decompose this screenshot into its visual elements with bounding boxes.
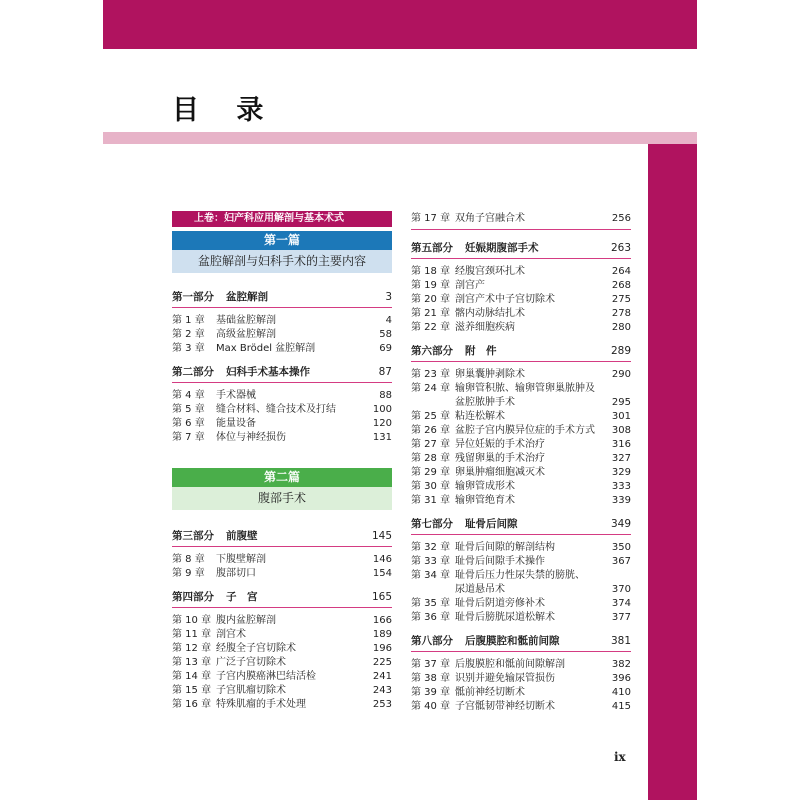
- chapter-page: 308: [611, 424, 631, 436]
- chapter-title: 盆腔子宫内膜异位症的手术方式: [455, 424, 595, 436]
- chapter-title: 下腹壁解剖: [216, 553, 266, 565]
- chapter-num: 第 18 章: [411, 265, 451, 277]
- chapter-title: 缝合材料、缝合技术及打结: [216, 403, 336, 415]
- chapter-title: 耻骨后间隙的解剖结构: [455, 541, 555, 553]
- chapter-page: 410: [611, 686, 631, 698]
- toc-chapter[interactable]: [411, 596, 631, 610]
- side-color-bar: [648, 144, 697, 800]
- chapter-title: 后腹膜腔和骶前间隙解剖: [455, 658, 565, 670]
- volume-banner: 上卷：妇产科应用解剖与基本术式: [172, 211, 392, 227]
- chapter-page: 329: [611, 466, 631, 478]
- toc-chapter[interactable]: [172, 341, 392, 355]
- chapter-num: 第 37 章: [411, 658, 451, 670]
- toc-chapter[interactable]: [172, 627, 392, 641]
- chapter-page: 290: [611, 368, 631, 380]
- chapter-num: 第 33 章: [411, 555, 451, 567]
- chapter-page: 339: [611, 494, 631, 506]
- pian-2-subtitle: 腹部手术: [172, 487, 392, 510]
- toc-chapter[interactable]: [411, 685, 631, 699]
- toc-chapter[interactable]: [172, 327, 392, 341]
- toc-chapter[interactable]: [411, 657, 631, 671]
- toc-chapter[interactable]: [411, 493, 631, 507]
- chapter-title: 能量设备: [216, 417, 256, 429]
- toc-part[interactable]: 第六部分 附 件 289: [411, 342, 631, 362]
- chapter-num: 第 7 章: [172, 431, 205, 443]
- chapter-page: 225: [372, 656, 392, 668]
- chapter-title: 尿道悬吊术: [455, 583, 505, 595]
- chapter-page: 301: [611, 410, 631, 422]
- chapter-title: 粘连松解术: [455, 410, 505, 422]
- toc-chapter[interactable]: [172, 669, 392, 683]
- chapter-num: 第 25 章: [411, 410, 451, 422]
- toc-part[interactable]: 第三部分 前腹壁 145: [172, 527, 392, 547]
- toc-chapter[interactable]: [172, 613, 392, 627]
- chapter-num: 第 24 章: [411, 382, 451, 394]
- chapter-title: 子宫肌瘤切除术: [216, 684, 286, 696]
- toc-chapter[interactable]: [411, 568, 631, 582]
- chapter-num: 第 13 章: [172, 656, 212, 668]
- chapter-title: 盆腔脓肿手术: [455, 396, 515, 408]
- chapter-page: 100: [372, 403, 392, 415]
- chapter-page: 243: [372, 684, 392, 696]
- toc-part[interactable]: 第五部分 妊娠期腹部手术 263: [411, 239, 631, 259]
- chapter-title: 输卵管成形术: [455, 480, 515, 492]
- toc-part[interactable]: 第四部分 子 宫 165: [172, 588, 392, 608]
- chapter-num: 第 35 章: [411, 597, 451, 609]
- chapter-num: 第 1 章: [172, 314, 205, 326]
- chapter-title: 子宫骶韧带神经切断术: [455, 700, 555, 712]
- part8-chapter-list: [411, 657, 631, 713]
- chapter-page: 88: [379, 389, 392, 401]
- chapter-page: 4: [385, 314, 392, 326]
- chapter-num: 第 6 章: [172, 417, 205, 429]
- chapter-num: 第 39 章: [411, 686, 451, 698]
- chapter-title: 高级盆腔解剖: [216, 328, 276, 340]
- chapter-page: 264: [611, 265, 631, 277]
- toc-part[interactable]: 第一部分 盆腔解剖 3: [172, 288, 392, 308]
- chapter-page: 415: [611, 700, 631, 712]
- part2-chapter-list: [172, 388, 392, 444]
- toc-chapter[interactable]: [411, 278, 631, 292]
- toc-chapter[interactable]: [411, 423, 631, 437]
- part1-chapter-list: [172, 313, 392, 355]
- chapter-num: 第 5 章: [172, 403, 205, 415]
- chapter-page: 278: [611, 307, 631, 319]
- chapter-num: 第 28 章: [411, 452, 451, 464]
- chapter-num: 第 29 章: [411, 466, 451, 478]
- toc-chapter[interactable]: [411, 409, 631, 423]
- chapter-num: 第 14 章: [172, 670, 212, 682]
- chapter-title: 基础盆腔解剖: [216, 314, 276, 326]
- chapter-num: 第 27 章: [411, 438, 451, 450]
- chapter-title: 耻骨后膀胱尿道松解术: [455, 611, 555, 623]
- toc-chapter[interactable]: [172, 655, 392, 669]
- chapter-page: 367: [611, 555, 631, 567]
- chapter-page: 154: [372, 567, 392, 579]
- chapter-title: 异位妊娠的手术治疗: [455, 438, 545, 450]
- chapter-num: 第 8 章: [172, 553, 205, 565]
- toc-chapter[interactable]: [172, 697, 392, 711]
- chapter-page: 241: [372, 670, 392, 682]
- chapter-title: 耻骨后阴道旁修补术: [455, 597, 545, 609]
- chapter-page: 253: [372, 698, 392, 710]
- toc-left-column: [172, 211, 392, 711]
- chapter-title: 子宫内膜癌淋巴结活检: [216, 670, 316, 682]
- chapter-title: 手术器械: [216, 389, 256, 401]
- chapter-title: 经腹全子宫切除术: [216, 642, 296, 654]
- toc-chapter[interactable]: [172, 641, 392, 655]
- toc-chapter[interactable]: [411, 292, 631, 306]
- chapter-title: 滋养细胞疾病: [455, 321, 515, 333]
- chapter-num: 第 9 章: [172, 567, 205, 579]
- title-underline-bar: [103, 132, 697, 144]
- part4-chapter-list: [172, 613, 392, 711]
- chapter-title: 经腹宫颈环扎术: [455, 265, 525, 277]
- part6-chapter-list: [411, 367, 631, 507]
- chapter-title: 耻骨后压力性尿失禁的膀胱、: [455, 569, 585, 581]
- toc-chapter[interactable]: [411, 699, 631, 713]
- toc-chapter[interactable]: [411, 554, 631, 568]
- chapter-num: 第 3 章: [172, 342, 205, 354]
- page-number: ix: [614, 750, 626, 764]
- toc-chapter[interactable]: [172, 416, 392, 430]
- chapter-num: 第 30 章: [411, 480, 451, 492]
- chapter-page: 396: [611, 672, 631, 684]
- part7-chapter-list: [411, 540, 631, 624]
- toc-chapter[interactable]: [411, 367, 631, 381]
- chapter-title: Max Brödel 盆腔解剖: [216, 342, 316, 354]
- chapter-title: 广泛子宫切除术: [216, 656, 286, 668]
- toc-chapter[interactable]: [411, 306, 631, 320]
- chapter-page: 350: [611, 541, 631, 553]
- toc-chapter[interactable]: [172, 552, 392, 566]
- toc-chapter[interactable]: [411, 610, 631, 624]
- chapter-num: 第 38 章: [411, 672, 451, 684]
- chapter-title: 剖宫产: [455, 279, 485, 291]
- part3-chapter-list: [172, 552, 392, 580]
- chapter-page: 333: [611, 480, 631, 492]
- chapter-num: 第 16 章: [172, 698, 212, 710]
- pian-1-subtitle: 盆腔解剖与妇科手术的主要内容: [172, 250, 392, 273]
- chapter-num: 第 4 章: [172, 389, 205, 401]
- chapter-num: 第 20 章: [411, 293, 451, 305]
- toc-chapter[interactable]: [411, 671, 631, 685]
- chapter-page: 166: [372, 614, 392, 626]
- page-title: 目 录: [172, 95, 278, 126]
- chapter-page: 377: [611, 611, 631, 623]
- toc-chapter[interactable]: [172, 388, 392, 402]
- toc-chapter[interactable]: [411, 479, 631, 493]
- chapter-title: 骶前神经切断术: [455, 686, 525, 698]
- chapter-page: 275: [611, 293, 631, 305]
- chapter-page: 131: [372, 431, 392, 443]
- chapter-num: 第 23 章: [411, 368, 451, 380]
- chapter-title: 输卵管积脓、输卵管卵巢脓肿及: [455, 382, 595, 394]
- toc-chapter[interactable]: [411, 381, 631, 395]
- chapter-page: 316: [611, 438, 631, 450]
- pian-1-banner: 第一篇: [172, 231, 392, 250]
- chapter-num: 第 12 章: [172, 642, 212, 654]
- chapter-title: 腹部切口: [216, 567, 256, 579]
- toc-chapter[interactable]: [411, 395, 631, 409]
- toc-chapter[interactable]: [172, 566, 392, 580]
- toc-chapter[interactable]: [411, 320, 631, 334]
- chapter-num: 第 10 章: [172, 614, 212, 626]
- toc-chapter[interactable]: [172, 402, 392, 416]
- chapter-num: 第 22 章: [411, 321, 451, 333]
- toc-chapter[interactable]: [172, 313, 392, 327]
- chapter-title: 耻骨后间隙手术操作: [455, 555, 545, 567]
- chapter-page: 146: [372, 553, 392, 565]
- chapter-num: 第 34 章: [411, 569, 451, 581]
- chapter-page: 280: [611, 321, 631, 333]
- chapter-num: 第 11 章: [172, 628, 212, 640]
- chapter-page: 295: [611, 396, 631, 408]
- chapter-title: 输卵管绝育术: [455, 494, 515, 506]
- toc-chapter[interactable]: 第 17 章 双角子宫融合术 256: [411, 212, 631, 224]
- chapter-page: 382: [611, 658, 631, 670]
- chapter-title: 识别并避免输尿管损伤: [455, 672, 555, 684]
- toc-part[interactable]: 第八部分 后腹膜腔和骶前间隙 381: [411, 632, 631, 652]
- toc-chapter[interactable]: [411, 264, 631, 278]
- chapter-title: 髂内动脉结扎术: [455, 307, 525, 319]
- toc-chapter[interactable]: [172, 430, 392, 444]
- chapter-title: 剖宫产术中子宫切除术: [455, 293, 555, 305]
- chapter-num: 第 15 章: [172, 684, 212, 696]
- chapter-page: 327: [611, 452, 631, 464]
- top-color-bar: [103, 0, 697, 49]
- chapter-title: 剖宫术: [216, 628, 246, 640]
- chapter-page: 120: [372, 417, 392, 429]
- chapter-num: 第 21 章: [411, 307, 451, 319]
- toc-chapter[interactable]: [411, 437, 631, 451]
- toc-part[interactable]: 第七部分 耻骨后间隙 349: [411, 515, 631, 535]
- toc-chapter[interactable]: [411, 582, 631, 596]
- toc-chapter[interactable]: [411, 540, 631, 554]
- toc-part[interactable]: 第二部分 妇科手术基本操作 87: [172, 363, 392, 383]
- chapter-page: 189: [372, 628, 392, 640]
- toc-chapter[interactable]: [172, 683, 392, 697]
- chapter-num: 第 40 章: [411, 700, 451, 712]
- chapter-num: 第 36 章: [411, 611, 451, 623]
- toc-chapter[interactable]: [411, 465, 631, 479]
- chapter-num: 第 19 章: [411, 279, 451, 291]
- chapter-title: 卵巢肿瘤细胞减灭术: [455, 466, 545, 478]
- chapter-page: 69: [379, 342, 392, 354]
- chapter-num: 第 26 章: [411, 424, 451, 436]
- chapter-title: 腹内盆腔解剖: [216, 614, 276, 626]
- pian-2-banner: 第二篇: [172, 468, 392, 487]
- chapter-page: 58: [379, 328, 392, 340]
- chapter-page: 196: [372, 642, 392, 654]
- chapter-title: 体位与神经损伤: [216, 431, 286, 443]
- chapter-page: 374: [611, 597, 631, 609]
- chapter-num: 第 31 章: [411, 494, 451, 506]
- chapter-title: 特殊肌瘤的手术处理: [216, 698, 306, 710]
- toc-chapter[interactable]: [411, 451, 631, 465]
- chapter-title: 卵巢囊肿剥除术: [455, 368, 525, 380]
- chapter-num: 第 2 章: [172, 328, 205, 340]
- toc-right-column: [411, 211, 631, 713]
- part5-chapter-list: [411, 264, 631, 334]
- chapter-page: 370: [611, 583, 631, 595]
- chapter-num: 第 32 章: [411, 541, 451, 553]
- chapter-title: 残留卵巢的手术治疗: [455, 452, 545, 464]
- chapter-page: 268: [611, 279, 631, 291]
